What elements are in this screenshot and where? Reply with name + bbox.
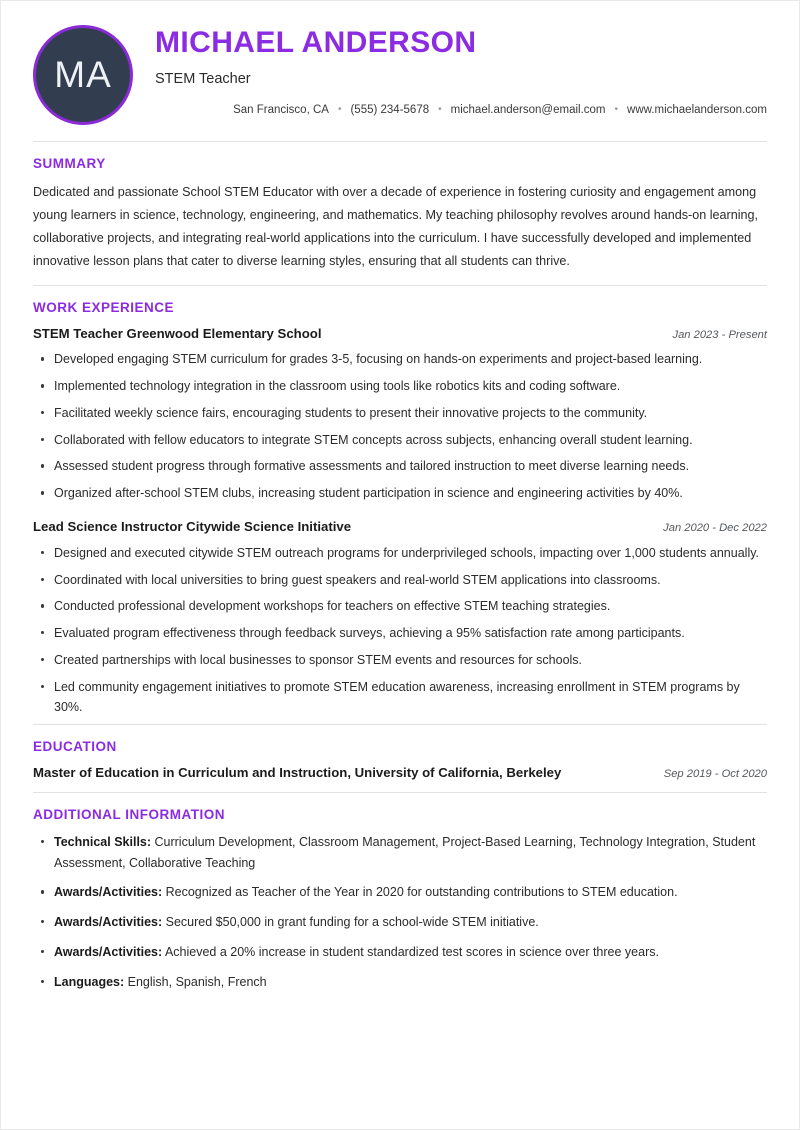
- avatar: [33, 25, 133, 125]
- list-item: Conducted professional development workshops for teachers on effective STEM teaching strategies.: [33, 596, 767, 617]
- list-item: [33, 912, 767, 933]
- info-label: Awards/Activities:: [54, 944, 163, 959]
- info-value: English, Spanish, French: [124, 974, 267, 989]
- additional-information-list: [33, 832, 767, 993]
- list-item: [33, 882, 767, 903]
- list-item: Designed and executed citywide STEM outreach programs for underprivileged schools, impacting over 1,000 students annually.: [33, 543, 767, 564]
- section-title-work-experience: WORK EXPERIENCE: [33, 299, 175, 315]
- list-item: Evaluated program effectiveness through feedback surveys, achieving a 95% satisfaction rate among participants.: [33, 623, 767, 644]
- contact-location: San Francisco, CA: [233, 103, 329, 116]
- section-title-education: EDUCATION: [33, 739, 117, 754]
- contact-separator-icon: •: [438, 103, 442, 115]
- work-entry: [33, 518, 767, 718]
- info-label: Awards/Activities:: [54, 885, 163, 900]
- work-entry-heading: Lead Science Instructor Citywide Science Initiative: [33, 518, 352, 534]
- list-item: Collaborated with fellow educators to integrate STEM concepts across subjects, enhancing overall student learning.: [33, 430, 767, 451]
- avatar-initials: MA: [54, 54, 112, 95]
- summary-text: Dedicated and passionate School STEM Educator with over a decade of experience in fostering curiosity and engagement among young learners in science, technology, engineering, and mathematics. My teaching philosophy revolves around hands-on learning, collaborative projects, and integrating real-world applications into the curriculum. I have successfully developed and implemented innovative lesson plans that cater to diverse learning styles, ensuring that all students can thrive.: [33, 185, 759, 268]
- list-item: Coordinated with local universities to bring guest speakers and real-world STEM applications into classrooms.: [33, 570, 767, 591]
- list-item: Led community engagement initiatives to promote STEM education awareness, increasing enrollment in STEM programs by 30%.: [33, 677, 767, 719]
- work-entry-date: Jan 2023 - Present: [672, 328, 767, 341]
- contact-phone: (555) 234-5678: [350, 103, 430, 116]
- work-entry-bullets: [33, 543, 767, 718]
- contact-separator-icon: •: [337, 103, 342, 115]
- section-education: [33, 724, 767, 782]
- contact-separator-icon: •: [614, 103, 619, 115]
- list-item: Implemented technology integration in the classroom using tools like robotics kits and coding software.: [33, 376, 767, 397]
- info-label: Technical Skills:: [54, 834, 152, 849]
- work-entry-header: [33, 518, 767, 536]
- education-entry-header: [33, 764, 767, 782]
- list-item: [33, 972, 767, 993]
- contact-email[interactable]: michael.anderson@email.com: [450, 103, 606, 116]
- section-additional-information: [33, 792, 767, 993]
- list-item: [33, 942, 767, 963]
- contact-line: [155, 104, 767, 116]
- work-entry-header: [33, 325, 767, 343]
- contact-website[interactable]: www.michaelanderson.com: [627, 103, 767, 116]
- work-entry: [33, 325, 767, 504]
- list-item: Facilitated weekly science fairs, encouraging students to present their innovative projects to the community.: [33, 403, 767, 424]
- info-label: Languages:: [54, 974, 125, 989]
- work-entry-bullets: [33, 349, 767, 504]
- info-value: Recognized as Teacher of the Year in 2020 for outstanding contributions to STEM education.: [162, 885, 678, 900]
- education-entry: [33, 764, 767, 782]
- work-entry-heading: STEM Teacher Greenwood Elementary School: [33, 325, 322, 341]
- education-entry-heading: Master of Education in Curriculum and Instruction, University of California, Berkeley: [33, 765, 562, 780]
- resume-header: [33, 1, 767, 135]
- info-value: Achieved a 20% increase in student standardized test scores in science over three years.: [162, 944, 659, 959]
- info-value: Curriculum Development, Classroom Management, Project-Based Learning, Technology Integration, Student Assessment, Collaborative Teaching: [54, 834, 756, 870]
- section-title-additional-information: ADDITIONAL INFORMATION: [33, 806, 225, 822]
- list-item: Developed engaging STEM curriculum for grades 3-5, focusing on hands-on experiments and project-based learning.: [33, 349, 767, 370]
- header-job-title: STEM Teacher: [155, 70, 251, 87]
- section-title-summary: SUMMARY: [33, 156, 106, 171]
- section-work-experience: [33, 285, 767, 718]
- education-entry-date: Sep 2019 - Oct 2020: [663, 768, 767, 780]
- header-text-block: [133, 23, 767, 116]
- work-entry-date: Jan 2020 - Dec 2022: [663, 521, 767, 534]
- section-summary: [33, 141, 767, 273]
- list-item: Created partnerships with local businesses to sponsor STEM events and resources for schools.: [33, 650, 767, 671]
- info-label: Awards/Activities:: [54, 915, 163, 930]
- info-value: Secured $50,000 in grant funding for a school-wide STEM initiative.: [162, 915, 539, 930]
- list-item: Assessed student progress through formative assessments and tailored instruction to meet diverse learning needs.: [33, 456, 767, 477]
- page-title: MICHAEL ANDERSON: [155, 26, 477, 59]
- list-item: [33, 832, 767, 874]
- list-item: Organized after-school STEM clubs, increasing student participation in science and engineering activities by 40%.: [33, 483, 767, 504]
